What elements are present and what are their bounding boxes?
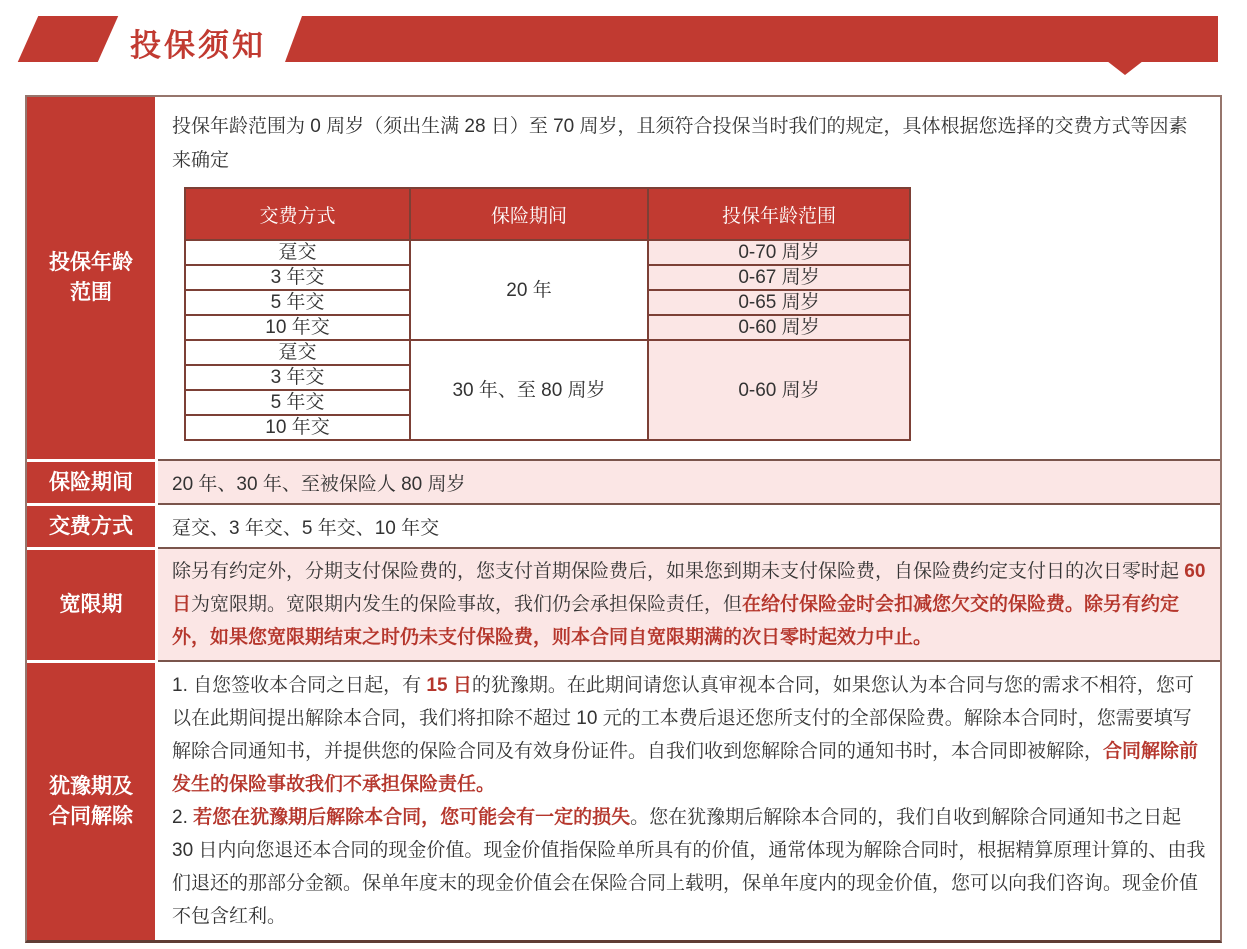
payment-age-table <box>184 187 911 441</box>
hesitation-paragraph-2 <box>172 801 1206 933</box>
payment-mode-cell: 3 年交 <box>185 265 410 290</box>
header-ribbon-notch-triangle-icon <box>1107 61 1143 75</box>
row-content-grace <box>158 547 1220 660</box>
hesitation-em-loss-warning: 若您在犹豫期后解除本合同，您可能会有一定的损失 <box>193 807 631 828</box>
row-label-payment <box>27 503 155 547</box>
col-header-insurance-period: 保险期间 <box>410 188 648 240</box>
table-row <box>185 240 910 265</box>
hesitation-text: 。您在犹豫期后解除本合同的，我们自收到解除合同通知书之日起 30 日内向您退还本合同的现金价值。现金价值指保险单所具有的价值，通常体现为解除合同时，根据精算原理计算的、由我们退还的那部分金额。保单年度末的现金价值会在保险合同上载明，保单年度内的现金价值，您可以向我们咨询。现金价值不包含红利。 <box>172 807 1206 927</box>
row-label-hesitation-text: 犹豫期及合同解除 <box>49 774 133 828</box>
grace-text: 为宽限期。宽限期内发生的保险事故，我们仍会承担保险责任，但 <box>191 594 743 615</box>
row-content-hesitation <box>158 660 1220 940</box>
header-left-parallelogram <box>18 16 118 62</box>
hesitation-text: 的犹豫期。在此期间请您认真审视本合同，如果您认为本合同与您的需求不相符，您可以在此期间提出解除本合同，我们将扣除不超过 10 元的工本费后退还您所支付的全部保险费。解除本合同时，您需要填写解除合同通知书，并提供您的保险合同及有效身份证件。自我们收到您解除合同的通知书时，本合同即被解除， <box>172 675 1194 762</box>
notice-table <box>25 95 1222 943</box>
row-label-age-range-text: 投保年龄范围 <box>49 251 133 304</box>
payment-mode-cell: 趸交 <box>185 240 410 265</box>
row-label-grace <box>27 547 155 660</box>
payment-mode-cell: 3 年交 <box>185 365 410 390</box>
col-header-age-range: 投保年龄范围 <box>648 188 910 240</box>
row-content-age-range <box>158 97 1220 459</box>
hesitation-text: 1. 自您签收本合同之日起，有 <box>172 675 427 696</box>
row-label-grace-text: 宽限期 <box>59 593 123 616</box>
payment-mode-cell: 趸交 <box>185 340 410 365</box>
age-range-cell-merged: 0-60 周岁 <box>648 340 910 440</box>
row-content-period: 20 年、30 年、至被保险人 80 周岁 <box>158 459 1220 503</box>
grace-em-warning: 在给付保险金时会扣减您欠交的保险费。除另有约定外，如果您宽限期结束之时仍未支付保险费，则本合同自宽限期满的次日零时起效力中止。 <box>172 594 1180 648</box>
col-header-payment-mode: 交费方式 <box>185 188 410 240</box>
age-range-cell: 0-65 周岁 <box>648 290 910 315</box>
row-content-payment: 趸交、3 年交、5 年交、10 年交 <box>158 503 1220 547</box>
hesitation-em-15days: 15 日 <box>426 675 472 696</box>
payment-mode-cell: 5 年交 <box>185 390 410 415</box>
hesitation-em-no-liability: 合同解除前发生的保险事故我们不承担保险责任。 <box>172 741 1199 795</box>
header-ribbon-bar <box>285 16 1218 62</box>
row-label-hesitation <box>27 660 155 940</box>
row-label-age-range <box>27 97 155 459</box>
grace-em-60days: 60 日 <box>172 561 1206 615</box>
period-cell-30y: 30 年、至 80 周岁 <box>410 340 648 440</box>
payment-mode-cell: 10 年交 <box>185 315 410 340</box>
table-row <box>185 340 910 365</box>
age-range-cell: 0-60 周岁 <box>648 315 910 340</box>
hesitation-paragraph-1 <box>172 669 1206 801</box>
payment-mode-cell: 5 年交 <box>185 290 410 315</box>
page-title: 投保须知 <box>130 28 266 63</box>
age-range-intro: 投保年龄范围为 0 周岁（须出生满 28 日）至 70 周岁，且须符合投保当时我们的规定，具体根据您选择的交费方式等因素来确定 <box>172 116 1188 171</box>
hesitation-text: 2. <box>172 807 194 828</box>
period-cell-20y: 20 年 <box>410 240 648 340</box>
row-label-period <box>27 459 155 503</box>
grace-text: 除另有约定外，分期支付保险费的，您支付首期保险费后，如果您到期未支付保险费，自保险费约定支付日的次日零时起 <box>172 561 1185 582</box>
row-label-payment-text: 交费方式 <box>49 514 133 538</box>
row-label-period-text: 保险期间 <box>49 470 133 494</box>
age-range-cell: 0-67 周岁 <box>648 265 910 290</box>
payment-mode-cell: 10 年交 <box>185 415 410 440</box>
payment-age-table-header-row <box>185 188 910 240</box>
age-range-cell: 0-70 周岁 <box>648 240 910 265</box>
